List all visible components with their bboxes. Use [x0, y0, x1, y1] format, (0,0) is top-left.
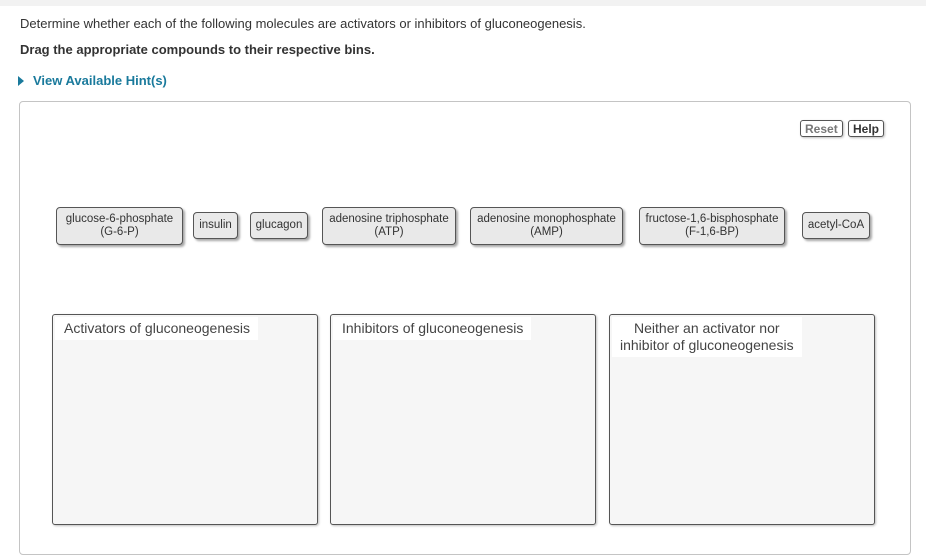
chip-glucagon[interactable]	[250, 212, 308, 239]
reset-button[interactable]: Reset	[800, 120, 843, 137]
chip-label-line2: (G-6-P)	[100, 226, 139, 238]
chip-glucose-6-phosphate[interactable]	[56, 207, 183, 245]
top-strip	[0, 0, 926, 6]
bin-neither[interactable]	[609, 314, 875, 525]
triangle-right-icon	[18, 76, 24, 86]
bin-label-line2: inhibitor of gluconeogenesis	[620, 337, 794, 353]
bin-label-line1: Inhibitors of gluconeogenesis	[342, 320, 524, 336]
chip-label-line1: glucose-6-phosphate	[65, 213, 174, 225]
chip-label-line2: (F-1,6-BP)	[685, 226, 739, 238]
bin-inhibitors-label	[333, 317, 531, 340]
chip-label-line1: fructose-1,6-bisphosphate	[645, 213, 779, 225]
chip-label: acetyl-CoA	[807, 219, 865, 231]
bin-label-line1: Neither an activator nor	[634, 320, 780, 336]
instruction-text: Determine whether each of the following molecules are activators or inhibitors of gluconeogenesis.	[20, 16, 586, 31]
chip-acetyl-coa[interactable]	[802, 212, 870, 239]
bin-label-line1: Activators of gluconeogenesis	[64, 320, 250, 336]
bin-activators-label	[55, 317, 258, 340]
chip-label-line1: adenosine monophosphate	[477, 213, 616, 225]
bin-inhibitors[interactable]	[330, 314, 596, 525]
chip-label: insulin	[199, 219, 232, 231]
chip-label: glucagon	[255, 219, 303, 231]
chip-adenosine-monophosphate[interactable]	[470, 207, 623, 245]
view-hints-label: View Available Hint(s)	[33, 73, 167, 88]
bin-activators[interactable]	[52, 314, 318, 525]
drag-drop-workspace	[19, 101, 911, 555]
chip-label-line2: (AMP)	[530, 226, 563, 238]
chip-fructose-1-6-bisphosphate[interactable]	[639, 207, 785, 245]
chip-insulin[interactable]	[193, 212, 238, 239]
view-hints-link[interactable]	[18, 73, 167, 88]
chip-label-line1: adenosine triphosphate	[329, 213, 449, 225]
chip-label-line2: (ATP)	[374, 226, 404, 238]
instruction-bold-text: Drag the appropriate compounds to their respective bins.	[20, 42, 375, 57]
bin-neither-label	[612, 317, 802, 357]
chip-adenosine-triphosphate[interactable]	[322, 207, 456, 245]
help-button[interactable]: Help	[848, 120, 884, 137]
